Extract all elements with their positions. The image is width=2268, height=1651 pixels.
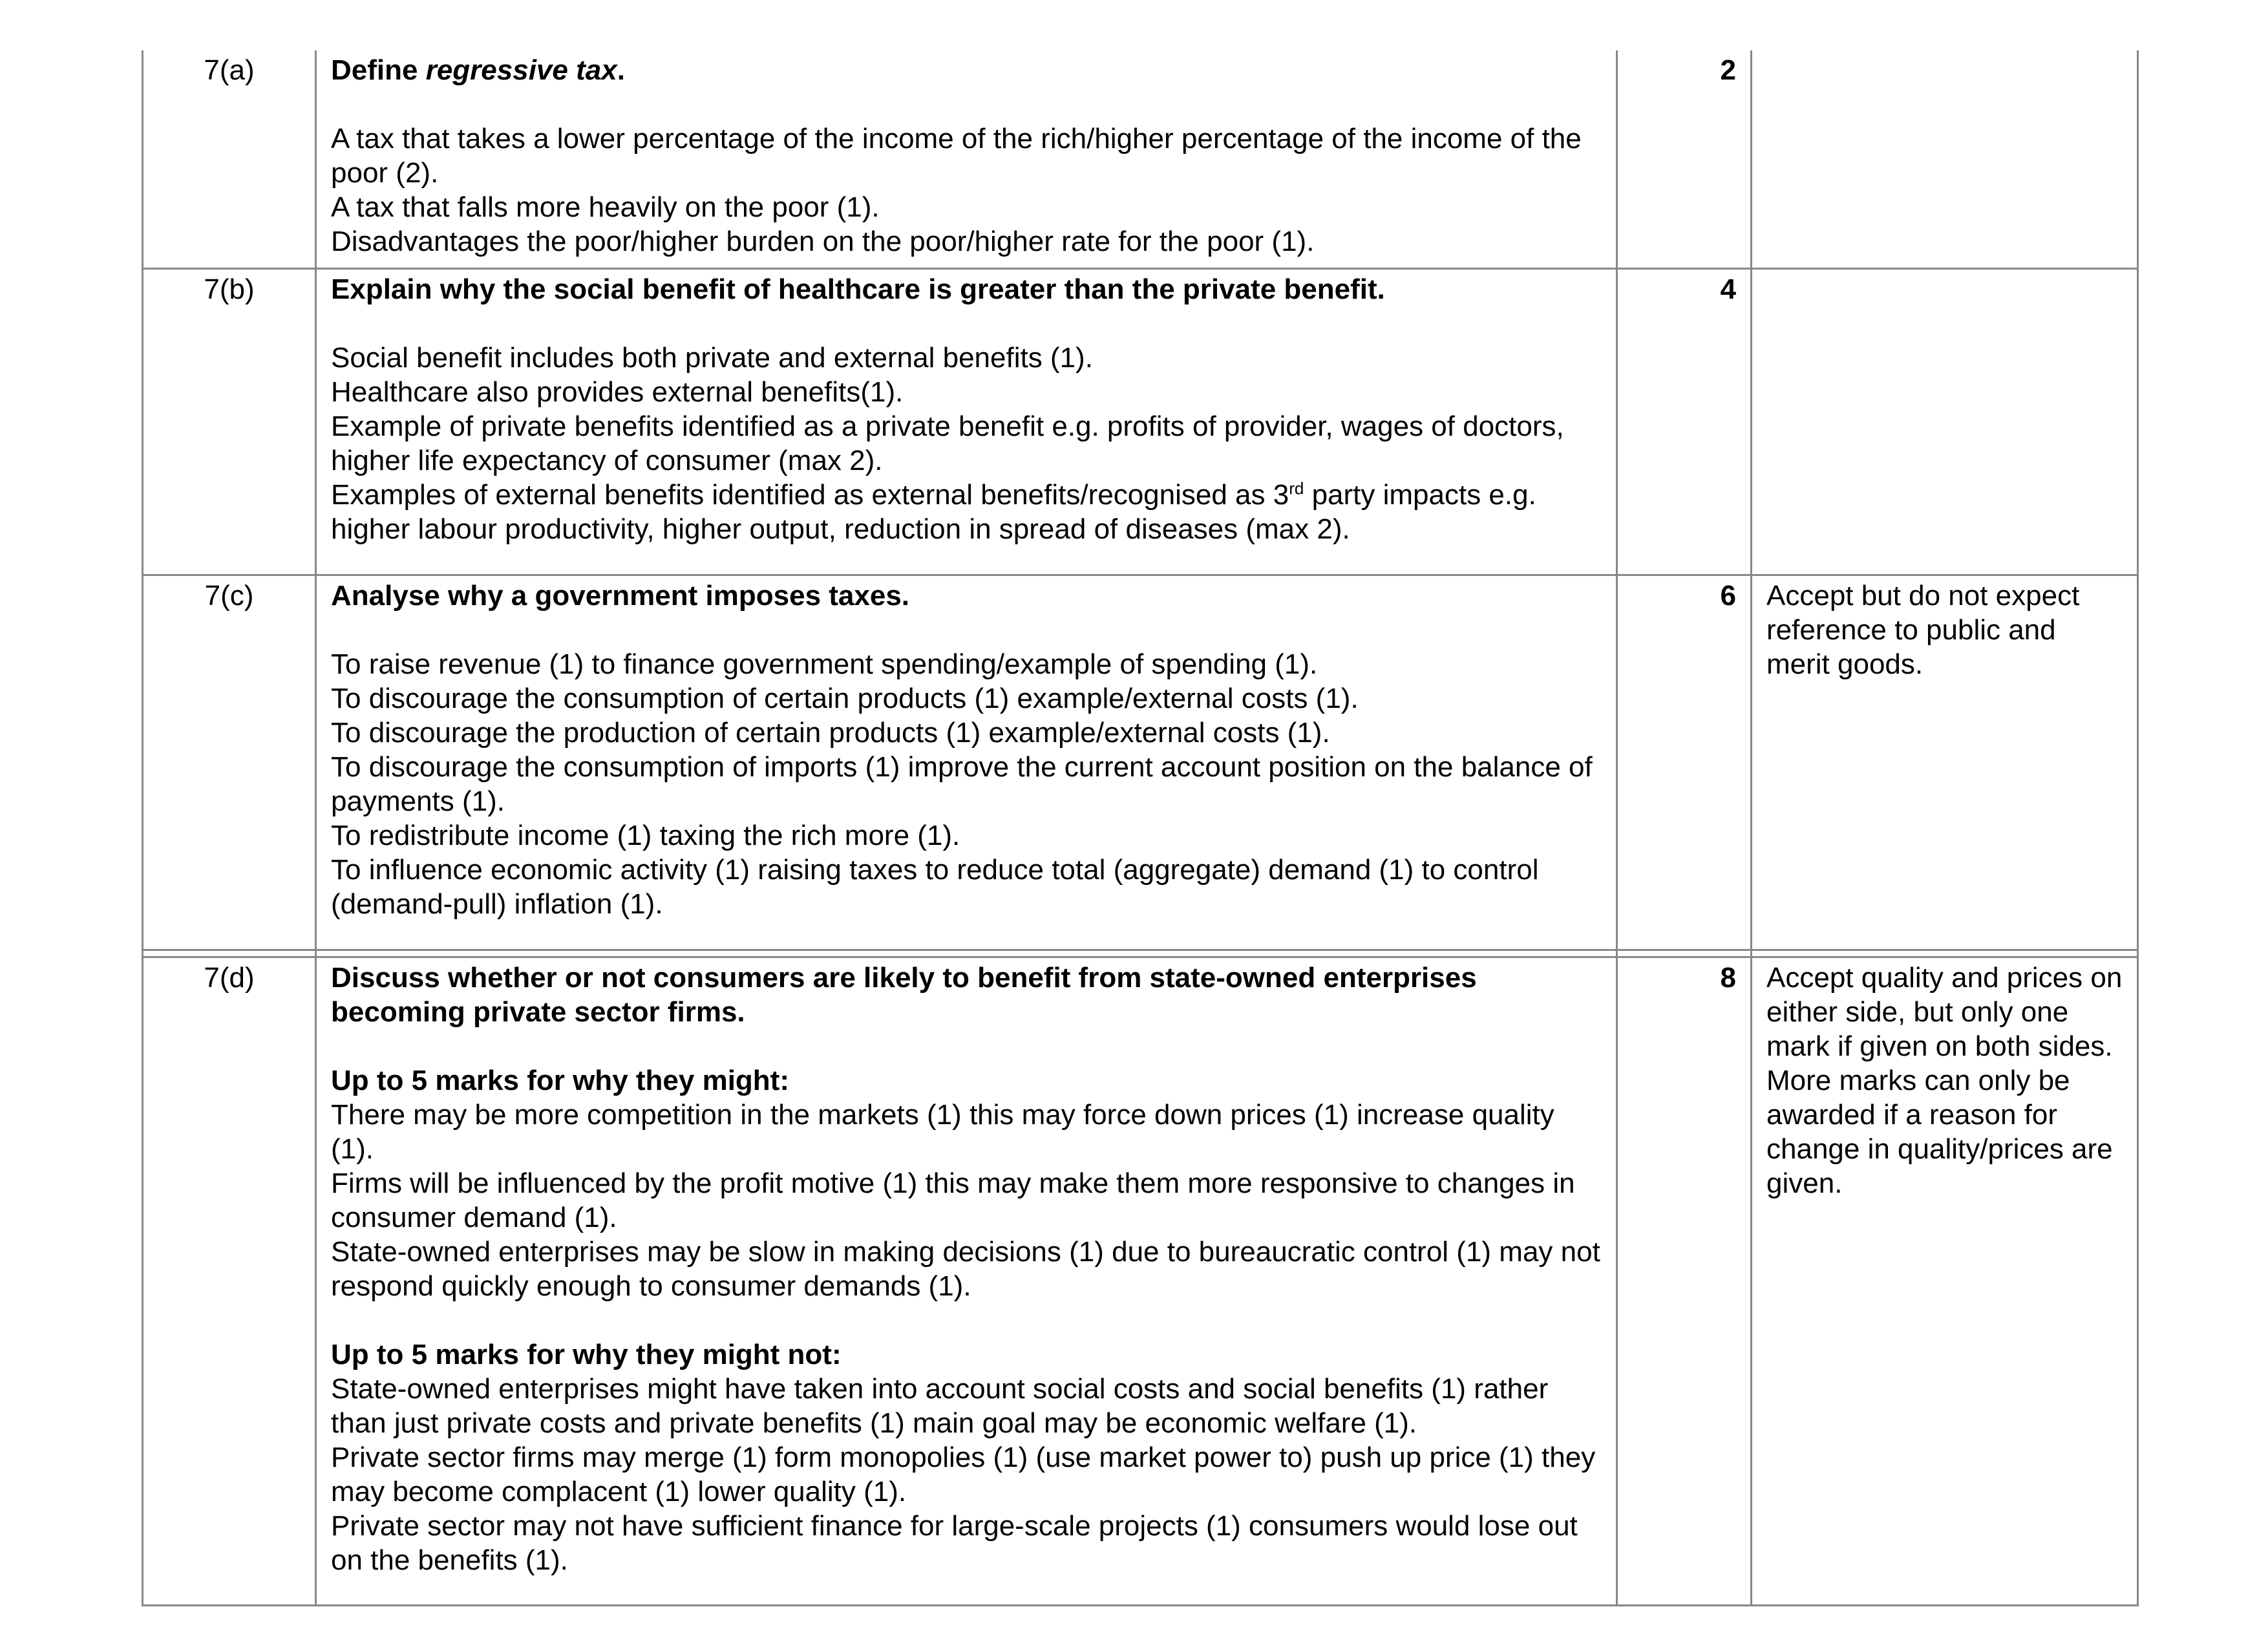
question-number: 7(a) <box>143 50 317 268</box>
section-heading: Up to 5 marks for why they might not: <box>331 1339 842 1370</box>
answer-line: Social benefit includes both private and external benefits (1). <box>331 342 1093 374</box>
question-number: 7(c) <box>143 576 317 949</box>
guidance-cell: Accept quality and prices on either side, but only one mark if given on both sides. More marks can only be awarded if a reason for change in quality/prices are given. <box>1766 962 2130 1199</box>
marks-cell: 2 <box>1618 50 1752 268</box>
answer-line: Private sector firms may merge (1) form monopolies (1) (use market power to) push up price (1) they may become complacent (1) lower quality (1). <box>331 1442 1604 1507</box>
question-row-7c <box>143 576 2137 949</box>
question-prompt: Analyse why a government imposes taxes. <box>331 580 910 612</box>
question-prompt: Explain why the social benefit of healthcare is greater than the private benefit. <box>331 273 1385 305</box>
answer-line: To discourage the consumption of certain products (1) example/external costs (1). <box>331 683 1359 714</box>
section-heading: Up to 5 marks for why they might: <box>331 1065 789 1096</box>
prompt-text: . <box>617 54 625 86</box>
answer-cell <box>317 576 1618 949</box>
marks-cell: 6 <box>1618 576 1752 949</box>
answer-text: Examples of external benefits identified as external benefits/recognised as 3 <box>331 479 1289 511</box>
answer-text: party impacts e.g. higher labour productivity, higher output, reduction in spread of diseases (max 2). <box>331 479 1545 545</box>
answer-line: Private sector may not have sufficient finance for large-scale projects (1) consumers would lose out on the benefits (1). <box>331 1510 1585 1576</box>
answer-line: To discourage the production of certain products (1) example/external costs (1). <box>331 717 1330 749</box>
question-prompt <box>331 53 1602 87</box>
double-divider <box>143 949 2137 958</box>
guidance-cell <box>1752 270 2137 574</box>
question-row-7d <box>143 958 2137 1606</box>
marks-cell: 8 <box>1618 958 1752 1604</box>
question-prompt: Discuss whether or not consumers are likely to benefit from state-owned enterprises becoming private sector firms. <box>331 962 1485 1028</box>
guidance-cell <box>1752 50 2137 268</box>
answer-line: To influence economic activity (1) raising taxes to reduce total (aggregate) demand (1) to control (demand-pull) inflation (1). <box>331 854 1547 920</box>
answer-line: State-owned enterprises might have taken into account social costs and social benefits (1) rather than just private costs and private benefits (1) main goal may be economic welfare (1). <box>331 1373 1556 1439</box>
answer-line: To raise revenue (1) to finance government spending/example of spending (1). <box>331 648 1318 680</box>
answer-cell <box>317 958 1618 1604</box>
question-row-7b <box>143 270 2137 576</box>
prompt-term: regressive tax <box>425 54 617 86</box>
answer-cell <box>317 270 1618 574</box>
mark-scheme-table <box>142 50 2139 1606</box>
answer-line: Healthcare also provides external benefits(1). <box>331 376 904 408</box>
question-number: 7(b) <box>143 270 317 574</box>
prompt-text: Define <box>331 54 426 86</box>
answer-cell <box>317 50 1618 268</box>
answer-line: State-owned enterprises may be slow in making decisions (1) due to bureaucratic control (1) may not respond quickly enough to consumer demands (1). <box>331 1236 1609 1302</box>
superscript: rd <box>1289 478 1304 498</box>
answer-line: To redistribute income (1) taxing the rich more (1). <box>331 820 960 851</box>
answer-line: Example of private benefits identified as a private benefit e.g. profits of provider, wages of doctors, higher life expectancy of consumer (max 2). <box>331 410 1572 476</box>
answer-line: There may be more competition in the markets (1) this may force down prices (1) increase quality (1). <box>331 1099 1562 1165</box>
question-row-7a <box>143 50 2137 270</box>
marks-cell: 4 <box>1618 270 1752 574</box>
answer-line: To discourage the consumption of imports (1) improve the current account position on the balance of payments (1). <box>331 751 1600 817</box>
answer-line: Disadvantages the poor/higher burden on the poor/higher rate for the poor (1). <box>331 226 1315 257</box>
answer-line: Firms will be influenced by the profit motive (1) this may make them more responsive to changes in consumer demand (1). <box>331 1167 1583 1233</box>
answer-line <box>331 478 1602 546</box>
guidance-cell: Accept but do not expect reference to public and merit goods. <box>1766 580 2088 680</box>
answer-line: A tax that falls more heavily on the poor (1). <box>331 191 880 223</box>
question-number: 7(d) <box>143 958 317 1604</box>
answer-line: A tax that takes a lower percentage of the income of the rich/higher percentage of the income of the poor (2). <box>331 123 1589 189</box>
